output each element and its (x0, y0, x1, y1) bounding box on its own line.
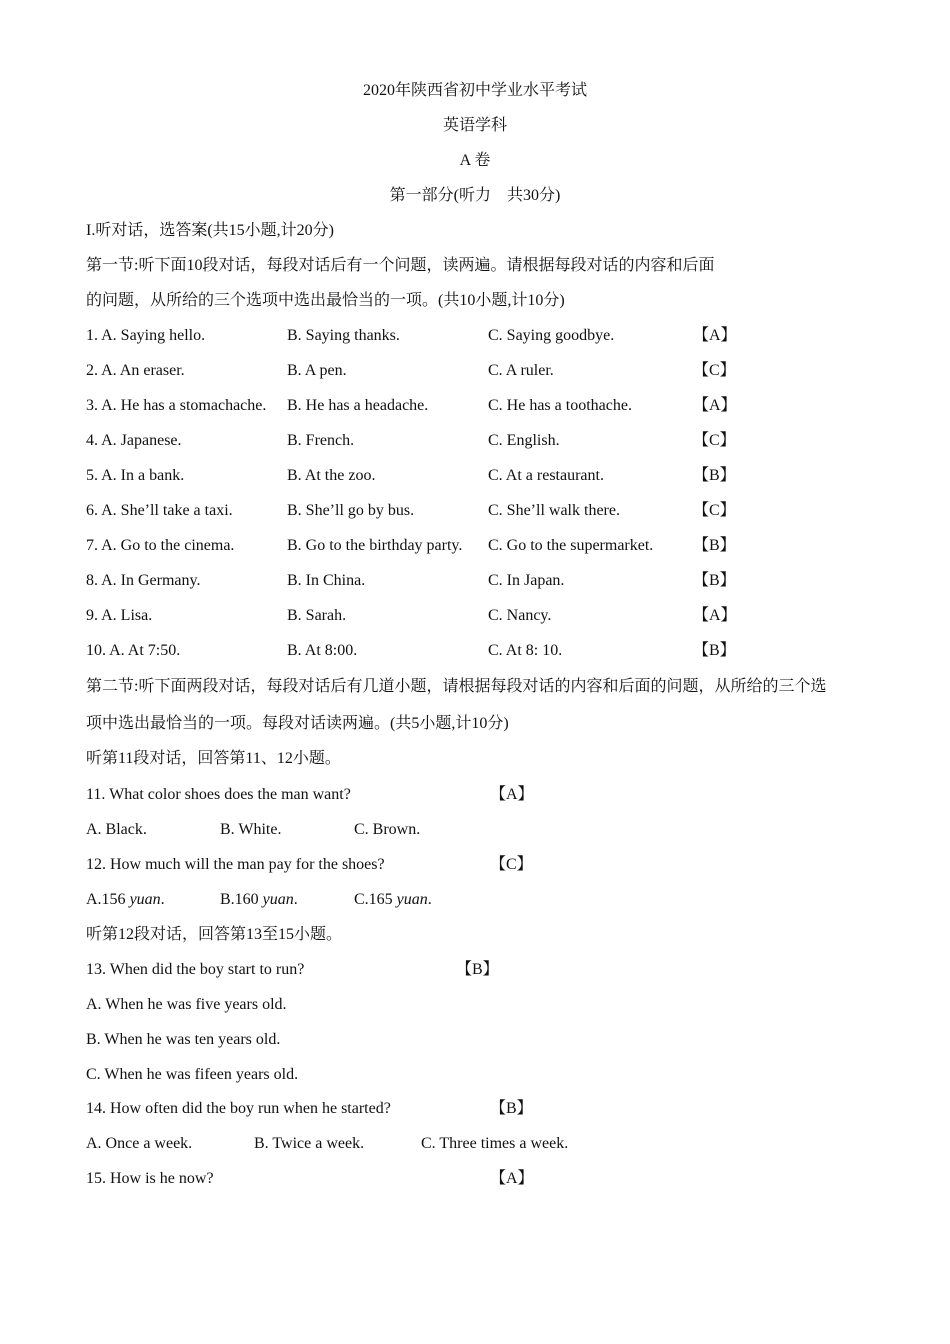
subject-title: 英语学科 (442, 117, 507, 134)
paper-label: A 卷 (459, 152, 491, 169)
option-c: C. Saying goodbye. (488, 327, 615, 344)
answer-mark: 【A】 (693, 397, 737, 414)
dialog11-intro: 听第11段对话，回答第11、12小题。 (86, 750, 341, 767)
option-a: 1. A. Saying hello. (86, 327, 206, 344)
q13-option-b: B. When he was ten years old. (86, 1031, 281, 1048)
answer-mark: 【B】 (693, 467, 736, 484)
section2-instruction-line1: 第二节:听下面两段对话，每段对话后有几道小题，请根据每段对话的内容和后面的问题，从所给的三个选 (86, 678, 827, 695)
q14-option-c: C. Three times a week. (421, 1135, 569, 1152)
answer-mark: 【B】 (693, 537, 736, 554)
q13-option-a: A. When he was five years old. (86, 996, 287, 1013)
q11-option-a: A. Black. (86, 821, 147, 838)
q11-stem: 11. What color shoes does the man want? (86, 786, 351, 803)
q13-stem: 13. When did the boy start to run? (86, 961, 305, 978)
dialog12-intro: 听第12段对话，回答第13至15小题。 (86, 926, 343, 943)
section1-instruction-line1: 第一节:听下面10段对话，每段对话后有一个问题，读两遍。请根据每段对话的内容和后面 (86, 257, 715, 274)
option-b: B. Saying thanks. (287, 327, 400, 344)
section2-instruction-line2: 项中选出最恰当的一项。每段对话读两遍。(共5小题,计10分) (86, 715, 509, 732)
option-a: 5. A. In a bank. (86, 467, 185, 484)
q12-option-b: B.160 yuan. (220, 891, 298, 908)
answer-mark: 【B】 (693, 642, 736, 659)
option-b: B. French. (287, 432, 355, 449)
q13-option-c: C. When he was fifeen years old. (86, 1066, 299, 1083)
option-b: B. At the zoo. (287, 467, 376, 484)
q12-option-a: A.156 yuan. (86, 891, 165, 908)
option-c: C. He has a toothache. (488, 397, 632, 414)
q11-option-c: C. Brown. (354, 821, 421, 838)
option-a: 3. A. He has a stomachache. (86, 397, 267, 414)
q11-option-b: B. White. (220, 821, 282, 838)
q13-answer-mark: 【B】 (456, 961, 499, 978)
exam-title: 2020年陕西省初中学业水平考试 (362, 82, 587, 99)
option-c: C. Go to the supermarket. (488, 537, 654, 554)
option-a: 6. A. She’ll take a taxi. (86, 502, 233, 519)
option-c: C. At 8: 10. (488, 642, 563, 659)
q14-option-a: A. Once a week. (86, 1135, 193, 1152)
option-c: C. Nancy. (488, 607, 552, 624)
section1-heading: I.听对话，选答案(共15小题,计20分) (86, 222, 334, 239)
section1-instruction-line2: 的问题，从所给的三个选项中选出最恰当的一项。(共10小题,计10分) (86, 292, 565, 309)
q12-answer-mark: 【C】 (490, 856, 533, 873)
option-a: 2. A. An eraser. (86, 362, 185, 379)
option-c: C. At a restaurant. (488, 467, 604, 484)
answer-mark: 【C】 (693, 502, 736, 519)
option-c: C. In Japan. (488, 572, 565, 589)
q11-answer-mark: 【A】 (490, 786, 534, 803)
option-b: B. Sarah. (287, 607, 347, 624)
option-b: B. A pen. (287, 362, 347, 379)
part-title: 第一部分(听力 共30分) (389, 187, 561, 204)
option-a: 7. A. Go to the cinema. (86, 537, 235, 554)
option-b: B. At 8:00. (287, 642, 358, 659)
option-b: B. She’ll go by bus. (287, 502, 415, 519)
answer-mark: 【A】 (693, 327, 737, 344)
q14-option-b: B. Twice a week. (254, 1135, 365, 1152)
q14-stem: 14. How often did the boy run when he started? (86, 1100, 391, 1117)
q15-stem: 15. How is he now? (86, 1170, 214, 1187)
option-c: C. She’ll walk there. (488, 502, 620, 519)
option-a: 9. A. Lisa. (86, 607, 153, 624)
option-b: B. Go to the birthday party. (287, 537, 463, 554)
q14-answer-mark: 【B】 (490, 1100, 533, 1117)
option-b: B. In China. (287, 572, 366, 589)
answer-mark: 【A】 (693, 607, 737, 624)
answer-mark: 【C】 (693, 362, 736, 379)
q12-option-c: C.165 yuan. (354, 891, 432, 908)
option-c: C. English. (488, 432, 560, 449)
option-c: C. A ruler. (488, 362, 554, 379)
answer-mark: 【C】 (693, 432, 736, 449)
q12-stem: 12. How much will the man pay for the shoes? (86, 856, 385, 873)
q15-answer-mark: 【A】 (490, 1170, 534, 1187)
answer-mark: 【B】 (693, 572, 736, 589)
option-a: 8. A. In Germany. (86, 572, 201, 589)
option-a: 10. A. At 7:50. (86, 642, 181, 659)
option-a: 4. A. Japanese. (86, 432, 182, 449)
option-b: B. He has a headache. (287, 397, 429, 414)
